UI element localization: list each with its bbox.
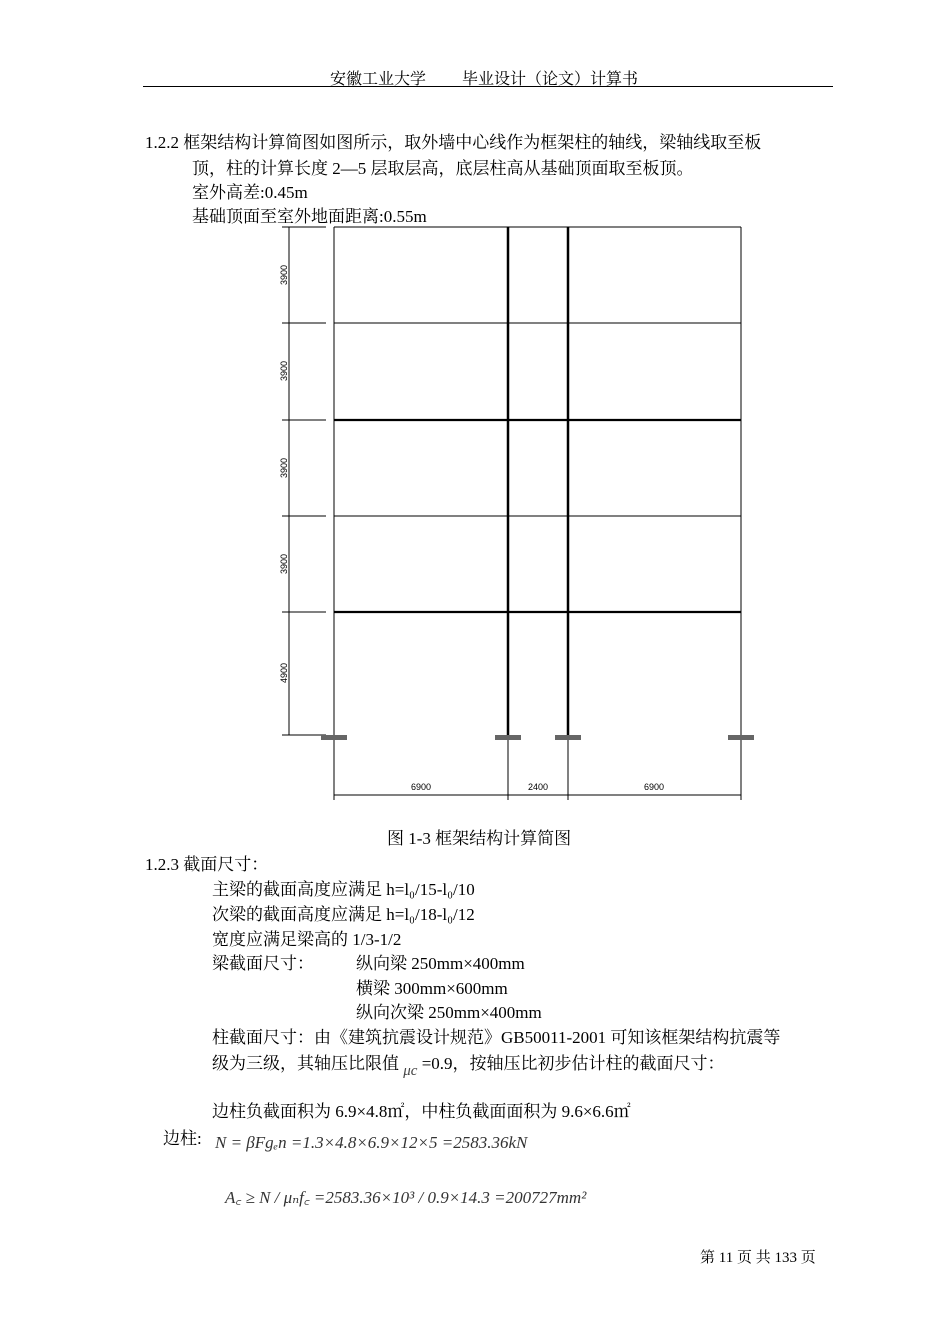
span-label: 6900 bbox=[410, 782, 432, 792]
header-school: 安徽工业大学 bbox=[330, 71, 427, 88]
fixed-support-icons bbox=[321, 735, 754, 740]
para-line: 顶，柱的计算长度 2—5 层取层高，底层柱高从基础顶面取至板顶。 bbox=[192, 159, 694, 178]
story-height-label: 4900 bbox=[279, 662, 289, 684]
text: 级为三级，其轴压比限值 bbox=[212, 1054, 399, 1073]
para-line: 梁截面尺寸： bbox=[212, 954, 314, 973]
figure-caption: 图 1-3 框架结构计算简图 bbox=[387, 829, 572, 848]
edge-column-label: 边柱: bbox=[163, 1129, 202, 1148]
story-height-label: 3900 bbox=[279, 264, 289, 286]
mu-symbol: μc bbox=[403, 1063, 418, 1079]
equation-column-area: A꜀ ≥ N / μₙf꜀ =2583.36×10³ / 0.9×14.3 =200727mm² bbox=[225, 1188, 587, 1207]
para-line: 次梁的截面高度应满足 h=l₀/18-l₀/12 bbox=[212, 905, 475, 924]
para-line: 宽度应满足梁高的 1/3-1/2 bbox=[212, 930, 402, 949]
para-line: 纵向次梁 250mm×400mm bbox=[356, 1003, 542, 1022]
header-doc-title: 毕业设计（论文）计算书 bbox=[462, 71, 639, 88]
para-line: 柱截面尺寸：由《建筑抗震设计规范》GB50011-2001 可知该框架结构抗震等 bbox=[212, 1028, 781, 1047]
para-line: 基础顶面至室外地面距离:0.55m bbox=[192, 207, 427, 226]
para-line: 横梁 300mm×600mm bbox=[356, 979, 508, 998]
text: =0.9，按轴压比初步估计柱的截面尺寸： bbox=[421, 1054, 725, 1073]
para-line: 主梁的截面高度应满足 h=l₀/15-l₀/10 bbox=[212, 880, 475, 899]
section-title: 1.2.3 截面尺寸： bbox=[145, 855, 269, 874]
span-label: 2400 bbox=[527, 782, 549, 792]
span-label: 6900 bbox=[643, 782, 665, 792]
para-line: 1.2.2 框架结构计算简图如图所示，取外墙中心线作为框架柱的轴线，梁轴线取至板 bbox=[145, 133, 762, 152]
para-line: 室外高差:0.45m bbox=[192, 183, 308, 202]
page-footer: 第 11 页 共 133 页 bbox=[700, 1250, 816, 1266]
equation-axial-force: N = βFgₑn =1.3×4.8×6.9×12×5 =2583.36kN bbox=[215, 1133, 528, 1152]
story-height-label: 3900 bbox=[279, 360, 289, 382]
para-line bbox=[212, 1049, 725, 1079]
story-height-label: 3900 bbox=[279, 457, 289, 479]
story-height-label: 3900 bbox=[279, 553, 289, 575]
para-line: 边柱负截面积为 6.9×4.8㎡，中柱负截面面积为 9.6×6.6㎡ bbox=[212, 1102, 631, 1121]
para-line: 纵向梁 250mm×400mm bbox=[356, 954, 525, 973]
